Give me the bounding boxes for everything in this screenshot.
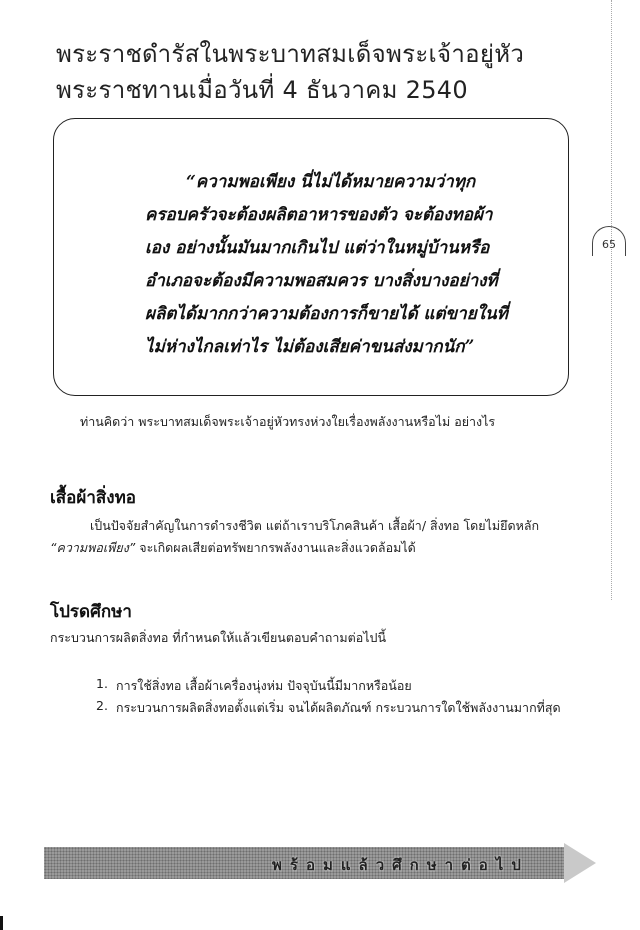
section-textiles-line-1: เป็นปัจจัยสำคัญในการดำรงชีวิต แต่ถ้าเราบริโภคสินค้า เสื้อผ้า/ สิ่งทอ โดยไม่ยึดหลัก bbox=[90, 518, 540, 533]
quote-line-3: เอง อย่างนั้นมันมากเกินไป แต่ว่าในหมู่บ้านหรือ bbox=[145, 238, 490, 258]
section-heading-textiles: เสื้อผ้าสิ่งทอ bbox=[50, 488, 136, 508]
scan-corner-mark bbox=[0, 916, 3, 930]
reflection-question: ท่านคิดว่า พระบาทสมเด็จพระเจ้าอยู่หัวทรงห่วงใยเรื่องพลังงานหรือไม่ อย่างไร bbox=[80, 414, 496, 429]
sufficiency-term: “ความพอเพียง” bbox=[50, 540, 136, 555]
list-item-number-1: 1. bbox=[96, 676, 108, 691]
banner-text: พร้อมแล้วศึกษาต่อไป bbox=[272, 856, 529, 874]
page-edge-dotted-line bbox=[611, 0, 612, 600]
section-textiles-line-2-rest: จะเกิดผลเสียต่อทรัพยากรพลังงานและสิ่งแวดล้อมได้ bbox=[135, 540, 416, 555]
list-item-1: การใช้สิ่งทอ เสื้อผ้าเครื่องนุ่งห่ม ปัจจุบันนี้มีมากหรือน้อย bbox=[116, 678, 412, 693]
next-study-banner bbox=[44, 843, 579, 883]
section-textiles-line-2 bbox=[50, 538, 416, 558]
header-title-line-2: พระราชทานเมื่อวันที่ 4 ธันวาคม 2540 bbox=[56, 76, 468, 104]
page-number: 65 bbox=[602, 238, 616, 251]
quote-line-1: “ความพอเพียง นี่ไม่ได้หมายความว่าทุก bbox=[186, 172, 476, 192]
quote-line-5: ผลิตได้มากกว่าความต้องการก็ขายได้ แต่ขายในที่ bbox=[145, 304, 508, 324]
quote-line-4: อำเภอจะต้องมีความพอสมควร บางสิ่งบางอย่างที่ bbox=[145, 271, 498, 291]
header-title-line-1: พระราชดำรัสในพระบาทสมเด็จพระเจ้าอยู่หัว bbox=[56, 40, 525, 68]
quote-line-2: ครอบครัวจะต้องผลิตอาหารของตัว จะต้องทอผ้า bbox=[145, 205, 493, 225]
list-item-2: กระบวนการผลิตสิ่งทอตั้งแต่เริ่ม จนได้ผลิตภัณฑ์ กระบวนการใดใช้พลังงานมากที่สุด bbox=[116, 700, 561, 715]
list-item-number-2: 2. bbox=[96, 698, 108, 713]
arrow-right-icon bbox=[564, 843, 596, 883]
quote-line-6: ไม่ห่างไกลเท่าไร ไม่ต้องเสียค่าขนส่งมากนัก” bbox=[145, 337, 475, 357]
section-heading-study: โปรดศึกษา bbox=[50, 602, 132, 622]
study-intro: กระบวนการผลิตสิ่งทอ ที่กำหนดให้แล้วเขียนตอบคำถามต่อไปนี้ bbox=[50, 630, 387, 645]
